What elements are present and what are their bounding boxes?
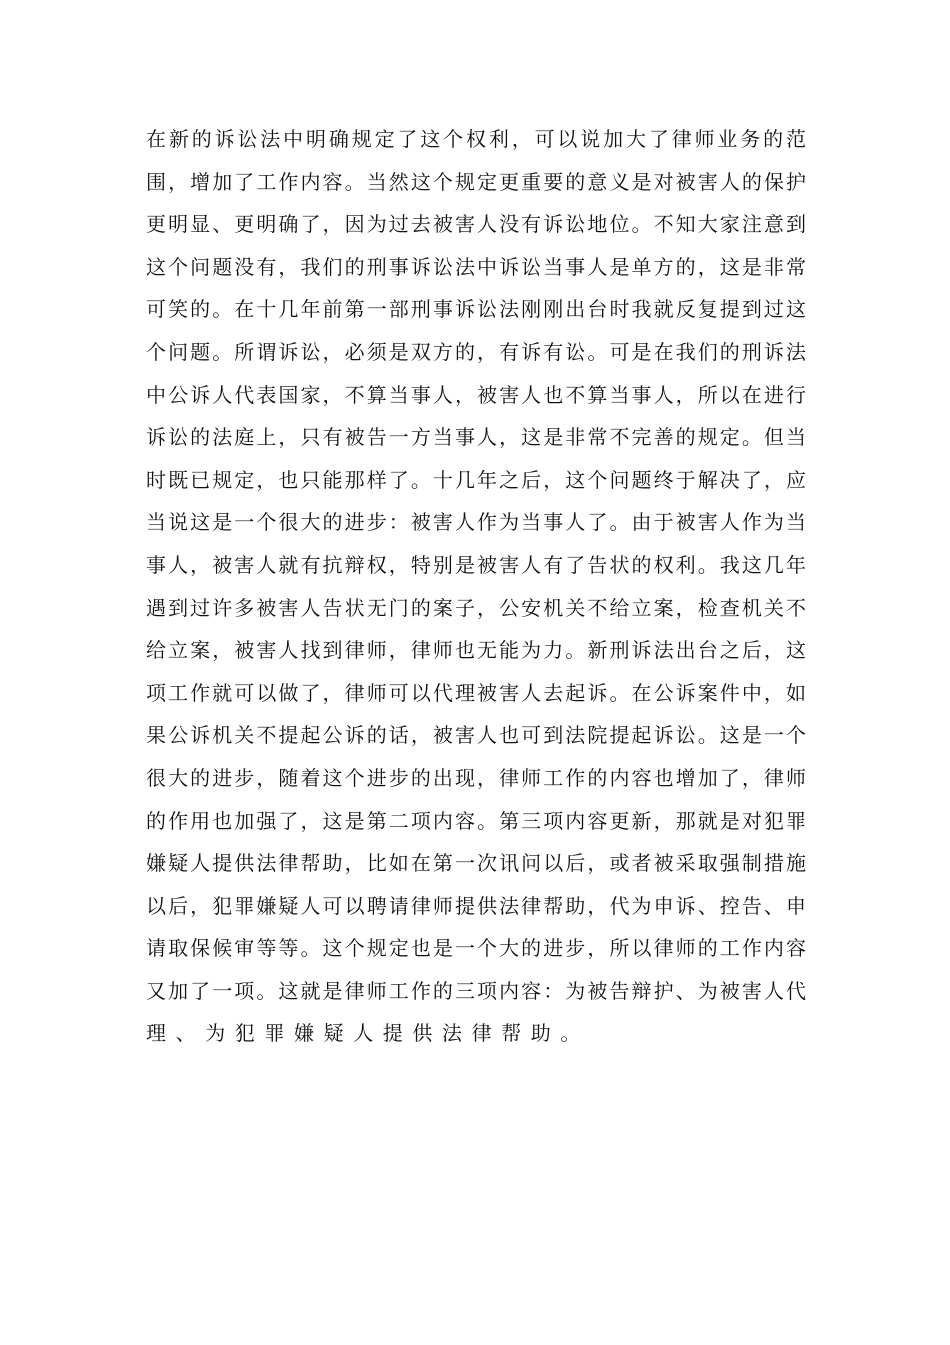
text-line-20: 请取保候审等等。这个规定也是一个大的进步，所以律师的工作内容 <box>146 936 806 961</box>
text-line-15: 果公诉机关不提起公诉的话，被害人也可到法院提起诉讼。这是一个 <box>146 723 806 748</box>
text-line-8: 诉讼的法庭上，只有被告一方当事人，这是非常不完善的规定。但当 <box>146 425 806 450</box>
text-line-14: 项工作就可以做了，律师可以代理被害人去起诉。在公诉案件中，如 <box>146 680 806 705</box>
text-line-5: 可笑的。在十几年前第一部刑事诉讼法刚刚出台时我就反复提到过这 <box>146 297 806 322</box>
text-line-17: 的作用也加强了，这是第二项内容。第三项内容更新，那就是对犯罪 <box>146 808 806 833</box>
text-line-3: 更明显、更明确了，因为过去被害人没有诉讼地位。不知大家注意到 <box>146 212 806 237</box>
text-line-12: 遇到过许多被害人告状无门的案子，公安机关不给立案，检查机关不 <box>146 595 806 620</box>
text-line-22: 理、为犯罪嫌疑人提供法律帮助。 <box>146 1021 590 1046</box>
text-line-18: 嫌疑人提供法律帮助，比如在第一次讯问以后，或者被采取强制措施 <box>146 851 806 876</box>
text-line-13: 给立案，被害人找到律师，律师也无能为力。新刑诉法出台之后，这 <box>146 638 806 663</box>
text-line-19: 以后，犯罪嫌疑人可以聘请律师提供法律帮助，代为申诉、控告、申 <box>146 893 806 918</box>
text-line-6: 个问题。所谓诉讼，必须是双方的，有诉有讼。可是在我们的刑诉法 <box>146 339 806 364</box>
text-line-4: 这个问题没有，我们的刑事诉讼法中诉讼当事人是单方的，这是非常 <box>146 254 806 279</box>
text-line-7: 中公诉人代表国家，不算当事人，被害人也不算当事人，所以在进行 <box>146 382 806 407</box>
text-line-1: 在新的诉讼法中明确规定了这个权利，可以说加大了律师业务的范 <box>146 127 806 151</box>
body-paragraph <box>146 118 806 1055</box>
text-line-16: 很大的进步，随着这个进步的出现，律师工作的内容也增加了，律师 <box>146 765 806 790</box>
text-line-21: 又加了一项。这就是律师工作的三项内容：为被告辩护、为被害人代 <box>146 978 806 1003</box>
text-line-11: 事人，被害人就有抗辩权，特别是被害人有了告状的权利。我这几年 <box>146 552 806 577</box>
text-line-2: 围，增加了工作内容。当然这个规定更重要的意义是对被害人的保护 <box>146 169 806 194</box>
text-line-9: 时既已规定，也只能那样了。十几年之后，这个问题终于解决了，应 <box>146 467 806 492</box>
text-line-10: 当说这是一个很大的进步：被害人作为当事人了。由于被害人作为当 <box>146 510 806 535</box>
